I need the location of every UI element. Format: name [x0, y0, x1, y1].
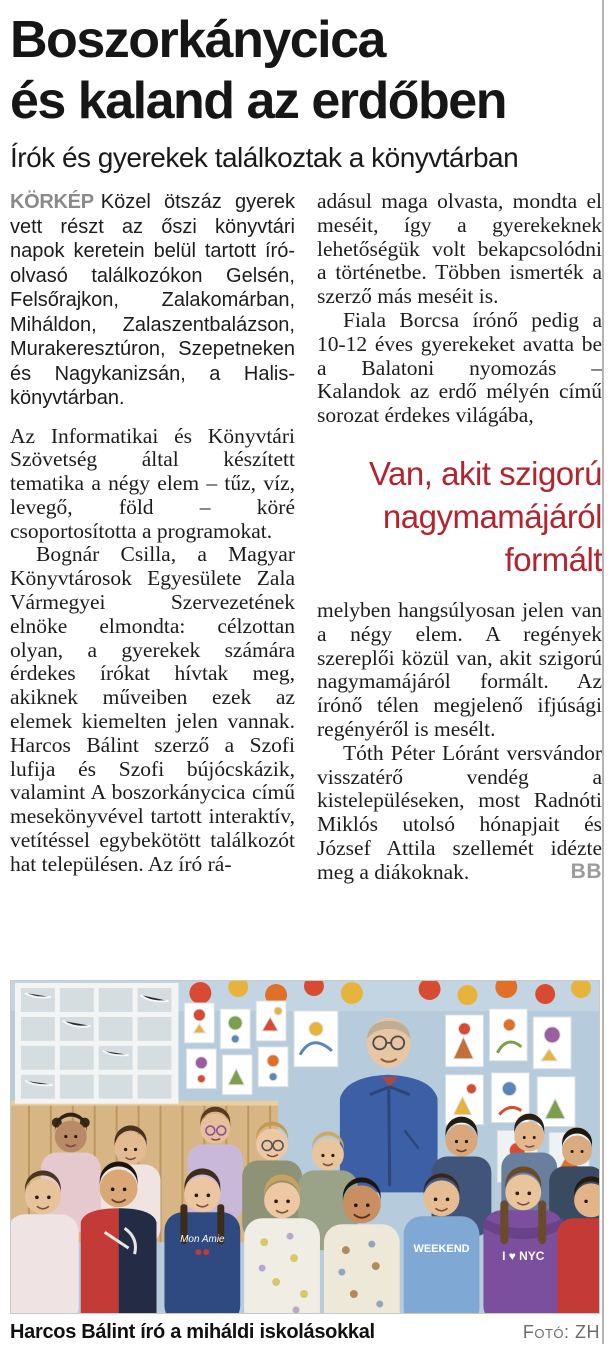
article-photo: [10, 980, 600, 1314]
caption-row: [10, 1321, 600, 1344]
article-body: [10, 190, 602, 976]
headline-line2: és kaland az erdőben: [10, 72, 506, 130]
paragraph: Az Informatikai és Könyvtári Szövetség által készített tematika a négy elem – tűz, víz, levegő, föld – köré csoportosította a programokat.: [10, 423, 295, 543]
pull-quote: Van, akit szigorú nagymamájáról formált: [368, 454, 602, 578]
lead-text: Közel ötszáz gyerek vett részt az őszi könyvtári napok keretein belül tartott író-olvasó találkozókon Gelsén, Felsőrajkon, Zalakomárban, Miháldon, Zalaszentbalázson, Murakeresztúron, Szepetneken és Nagykanizsán, a Halis-könyvtárban.: [10, 191, 295, 409]
shirt-text-mon-amie: Mon Amie: [180, 1234, 225, 1246]
author-initials: BB: [539, 860, 602, 884]
column-1: [10, 190, 295, 976]
paragraph: Bognár Csilla, a Magyar Könyvtárosok Egyesülete Zala Vármegyei Szervezetének elnöke elmondta: célzottan olyan, a gyerekek számára érdekes írókat hívtak meg, akiknek műveiben ezek az elemek kiemelten jelen vannak. Harcos Bálint szerző a Szofi lufija és Szofi bújócskázik, valamint A boszorkánycica című mesekönyvével tartott interaktív, vetítéssel egybekötött találkozót hat településen. Az író rá-: [10, 542, 295, 876]
paragraph-text: Tóth Péter Lóránt versvándor visszatérő vendég a kistelepüléseken, most Radnóti Miklós utolsó hónapjait és József Attila szellemét idézte meg a diákoknak.: [317, 740, 602, 884]
paragraph: adásul maga olvasta, mondta el meséit, így a gyerekeknek lehetőségük volt bekapcsolódni a történetbe. Többen ismerték a szerző más meséit is.: [317, 190, 602, 309]
headline-line1: Boszorkánycica: [10, 11, 385, 69]
column-2: [317, 190, 602, 976]
kicker-label: KÖRKÉP: [10, 191, 94, 213]
classroom-window: [15, 983, 178, 1104]
paragraph: [317, 742, 602, 885]
lead-paragraph: [10, 190, 295, 411]
page-column-rule: [602, 0, 604, 1344]
paragraph: Fiala Borcsa írónő pedig a 10-12 éves gyerekeket avatta be a Balatoni nyomozás – Kalandok az erdő mélyén című sorozat érdekes világába,: [317, 307, 602, 428]
shirt-text-weekend: WEEKEND: [413, 1243, 470, 1256]
shirt-text-nyc: I ♥ NYC: [502, 1249, 545, 1264]
paragraph: melyben hangsúlyosan jelen van a négy elem. A regények szereplői közül van, akit szigorú nagymamájáról formált. Az írónő télen megjelenő ifjúsági regényéről is mesélt.: [317, 597, 602, 741]
photo-credit: Fotó: ZH: [522, 1322, 600, 1342]
article-headline: [10, 10, 602, 132]
article-subheadline: Írók és gyerekek találkoztak a könyvtárban: [10, 142, 519, 173]
photo-caption: Harcos Bálint író a miháldi iskolásokkal: [10, 1321, 375, 1343]
photo-illustration: [11, 981, 599, 1313]
